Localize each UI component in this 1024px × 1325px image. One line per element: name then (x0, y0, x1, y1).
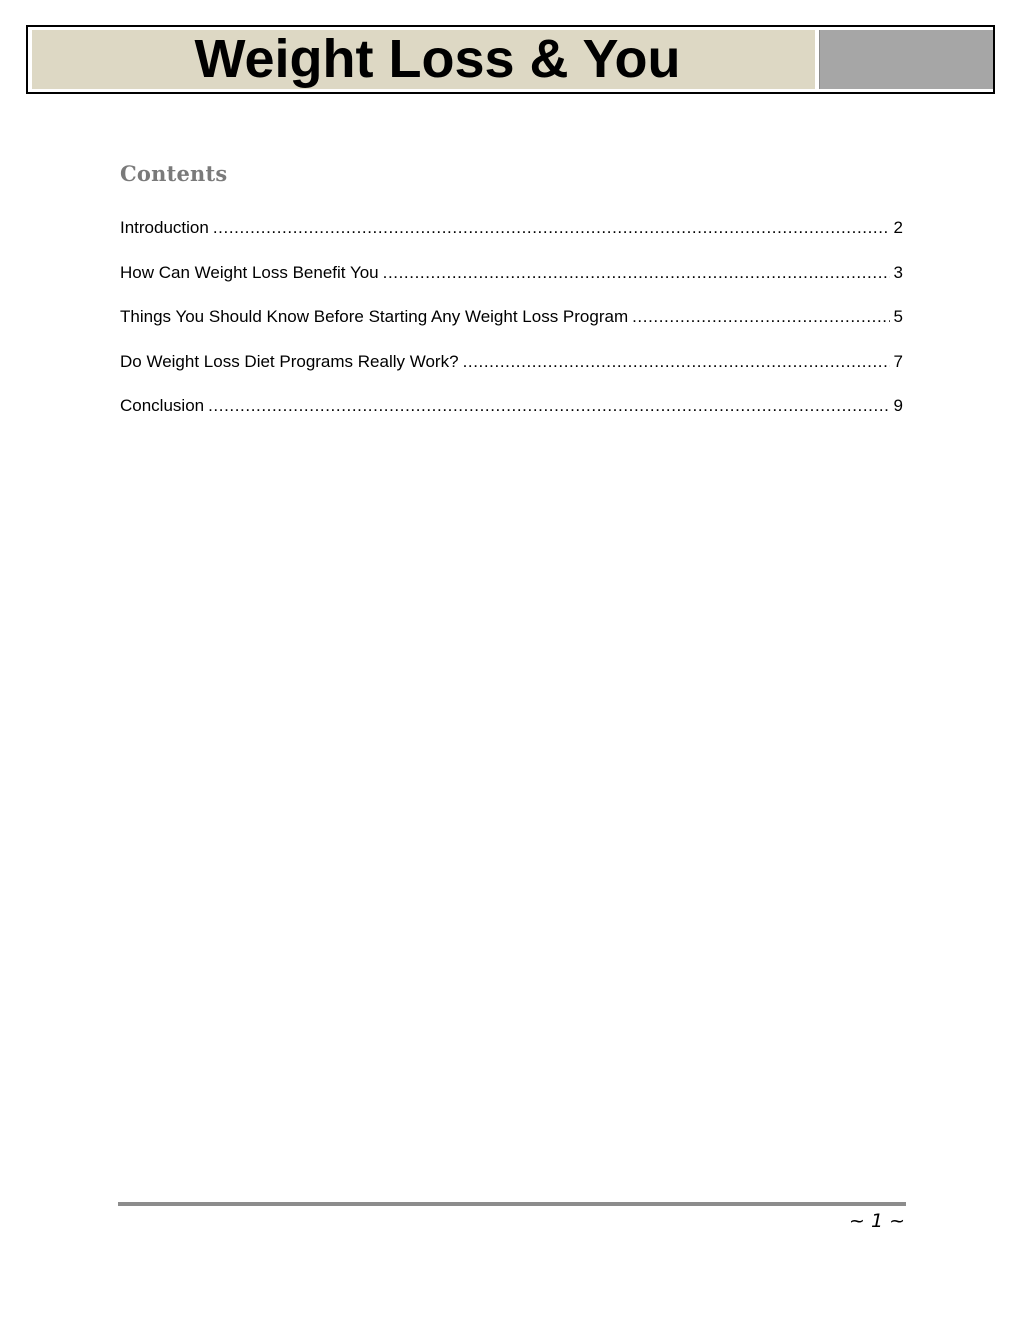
toc-entry-title: Do Weight Loss Diet Programs Really Work? (120, 351, 459, 371)
toc-dot-leader (383, 261, 890, 285)
toc-entry-conclusion[interactable] (120, 394, 903, 439)
page-number: ~ 1 ~ (848, 1210, 905, 1232)
toc-entry-page: 2 (893, 218, 903, 237)
document-title: Weight Loss & You (194, 29, 681, 89)
toc-heading: Contents (120, 161, 228, 186)
title-accent-block (819, 30, 993, 89)
toc-entry-benefit[interactable] (120, 261, 903, 306)
toc-dot-leader (463, 350, 890, 374)
toc-entry-diet-programs[interactable] (120, 350, 903, 395)
toc-entry-introduction[interactable] (120, 216, 903, 261)
toc-dot-leader (208, 394, 889, 418)
toc-dot-leader (632, 305, 889, 329)
toc-entry-page: 5 (893, 307, 903, 326)
footer-divider (118, 1202, 906, 1206)
toc-entry-title: Conclusion (120, 396, 205, 415)
title-banner (26, 25, 995, 94)
table-of-contents (120, 216, 903, 439)
toc-entry-title: Introduction (120, 218, 209, 237)
title-band (32, 30, 815, 89)
toc-entry-title: How Can Weight Loss Benefit You (120, 262, 379, 282)
toc-dot-leader (213, 216, 890, 240)
toc-entry-page: 7 (893, 351, 903, 371)
toc-entry-page: 3 (893, 262, 903, 282)
toc-entry-page: 9 (893, 396, 903, 415)
toc-entry-title: Things You Should Know Before Starting Any Weight Loss Program (120, 307, 629, 326)
toc-entry-things-to-know[interactable] (120, 305, 903, 350)
